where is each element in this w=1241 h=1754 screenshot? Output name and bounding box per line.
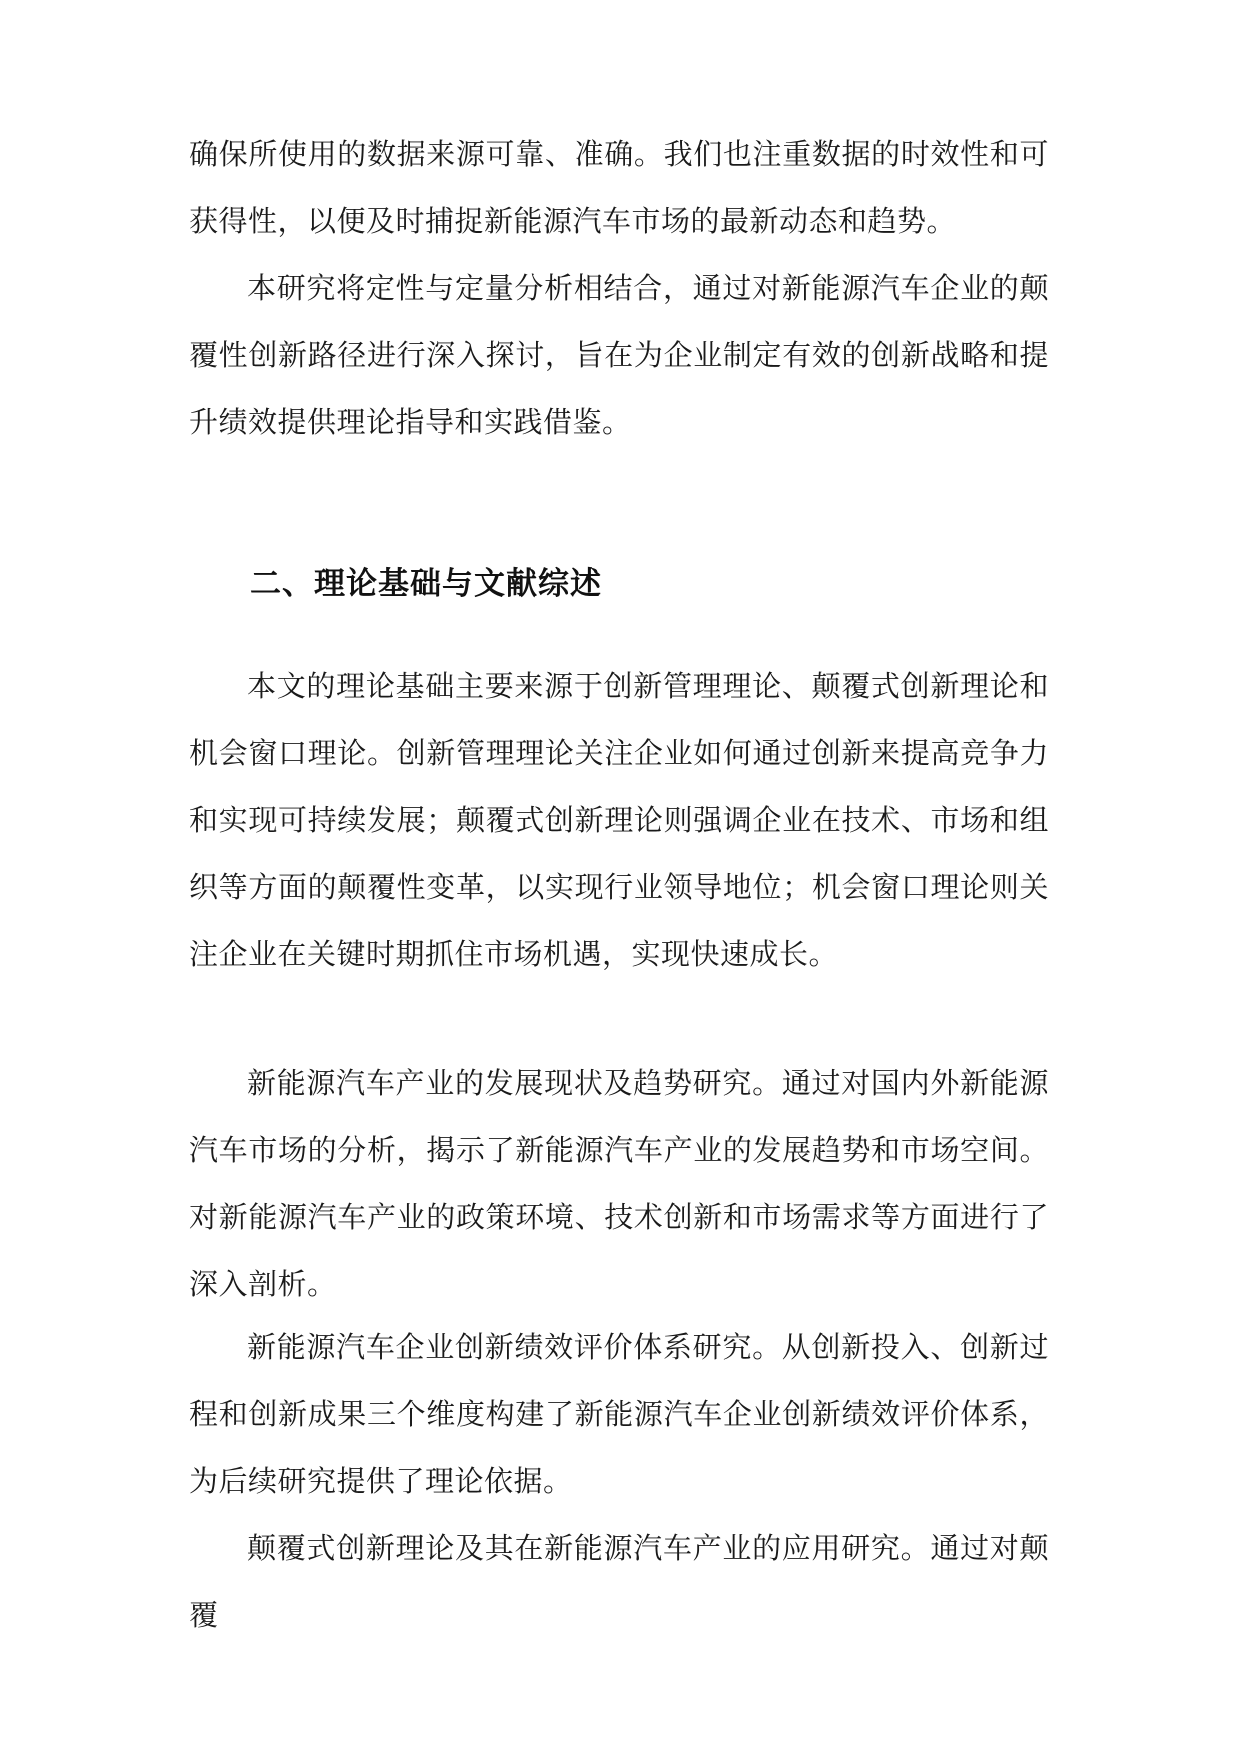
- section-heading: 二、理论基础与文献综述: [250, 566, 602, 602]
- paragraph-industry-status: 新能源汽车产业的发展现状及趋势研究。通过对国内外新能源汽车市场的分析，揭示了新能源汽车产业的发展趋势和市场空间。对新能源汽车产业的政策环境、技术创新和市场需求等方面进行了深入剖析。: [189, 1066, 1049, 1301]
- paragraph-research-method: 本研究将定性与定量分析相结合，通过对新能源汽车企业的颠覆性创新路径进行深入探讨，旨在为企业制定有效的创新战略和提升绩效提供理论指导和实践借鉴。: [189, 271, 1049, 439]
- paragraph-theory-basis: 本文的理论基础主要来源于创新管理理论、颠覆式创新理论和机会窗口理论。创新管理理论关注企业如何通过创新来提高竞争力和实现可持续发展；颠覆式创新理论则强调企业在技术、市场和组织等方面的颠覆性变革，以实现行业领导地位；机会窗口理论则关注企业在关键时期抓住市场机遇，实现快速成长。: [189, 669, 1049, 971]
- paragraph-data-sources: 确保所使用的数据来源可靠、准确。我们也注重数据的时效性和可获得性，以便及时捕捉新能源汽车市场的最新动态和趋势。: [189, 137, 1049, 238]
- paragraph-performance-evaluation: 新能源汽车企业创新绩效评价体系研究。从创新投入、创新过程和创新成果三个维度构建了新能源汽车企业创新绩效评价体系，为后续研究提供了理论依据。: [189, 1330, 1049, 1498]
- paragraph-disruptive-innovation: 颠覆式创新理论及其在新能源汽车产业的应用研究。通过对颠覆: [189, 1531, 1049, 1632]
